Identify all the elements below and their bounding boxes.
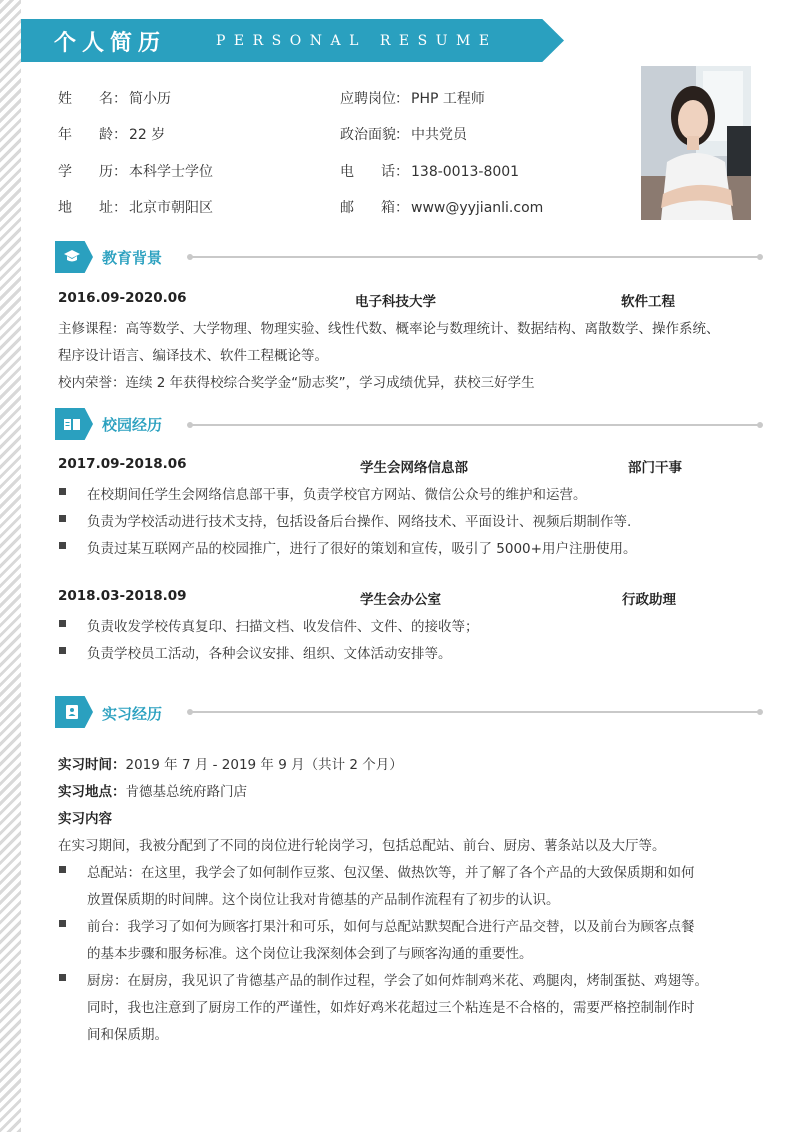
book-icon — [63, 415, 81, 433]
education-courses-line2: 程序设计语言、编译技术、软件工程概论等。 — [58, 348, 328, 364]
campus-job1-item3: 负责过某互联网产品的校园推广，进行了很好的策划和宣传，吸引了 5000+用户注册使用。 — [87, 541, 637, 557]
internship-section-icon — [55, 696, 93, 728]
bullet-marker — [59, 866, 66, 873]
internship-item1-line2: 放置保质期的时间牌。这个岗位让我对肯德基的产品制作流程有了初步的认识。 — [87, 892, 560, 908]
bullet-marker — [59, 647, 66, 654]
bullet-marker — [59, 974, 66, 981]
internship-item3-line2: 同时，我也注意到了厨房工作的严谨性，如炸好鸡米花超过三个粘连是不合格的，需要严格控制制作时 — [87, 1000, 695, 1016]
internship-divider — [190, 711, 760, 713]
campus-job1-period: 2017.09-2018.06 — [58, 456, 187, 472]
badge-icon — [63, 703, 81, 721]
internship-time: 实习时间：2019 年 7 月 - 2019 年 9 月（共计 2 个月） — [58, 757, 403, 773]
campus-job1-role: 部门干事 — [628, 460, 682, 476]
campus-job2-org: 学生会办公室 — [360, 592, 441, 608]
bullet-marker — [59, 920, 66, 927]
decorative-stripe — [0, 0, 21, 1132]
info-position: 应聘岗位： PHP 工程师 — [340, 91, 485, 107]
info-email: 邮箱： www@yyjianli.com — [340, 200, 544, 216]
info-degree: 学历： 本科学士学位 — [58, 164, 213, 180]
internship-item2-line2: 的基本步骤和服务标准。这个岗位让我深刻体会到了与顾客沟通的重要性。 — [87, 946, 533, 962]
bullet-marker — [59, 542, 66, 549]
campus-section-icon — [55, 408, 93, 440]
bullet-marker — [59, 620, 66, 627]
education-divider — [190, 256, 760, 258]
campus-section-title: 校园经历 — [102, 416, 163, 434]
bullet-marker — [59, 515, 66, 522]
education-school: 电子科技大学 — [355, 294, 436, 310]
campus-job2-item2: 负责学校员工活动，各种会议安排、组织、文体活动安排等。 — [87, 646, 452, 662]
internship-item3-line1: 厨房：在厨房，我见识了肯德基产品的制作过程，学会了如何炸制鸡米花、鸡腿肉，烤制蛋挞、鸡翅等。 — [87, 973, 708, 989]
campus-job1-item1: 在校期间任学生会网络信息部干事，负责学校官方网站、微信公众号的维护和运营。 — [87, 487, 587, 503]
page-subtitle: PERSONAL RESUME — [216, 33, 498, 49]
education-period: 2016.09-2020.06 — [58, 290, 187, 306]
education-section-icon — [55, 241, 93, 273]
internship-item1-line1: 总配站：在这里，我学会了如何制作豆浆、包汉堡、做热饮等，并了解了各个产品的大致保质期和如何 — [87, 865, 695, 881]
campus-divider — [190, 424, 760, 426]
campus-job2-role: 行政助理 — [622, 592, 676, 608]
info-address: 地址： 北京市朝阳区 — [58, 200, 213, 216]
education-honors: 校内荣誉：连续 2 年获得校综合奖学金“励志奖”，学习成绩优异，获校三好学生 — [58, 375, 535, 391]
graduation-cap-icon — [63, 248, 81, 266]
education-major: 软件工程 — [621, 294, 675, 310]
info-age: 年龄： 22 岁 — [58, 127, 166, 143]
internship-place: 实习地点：肯德基总统府路门店 — [58, 784, 247, 800]
internship-intro: 在实习期间，我被分配到了不同的岗位进行轮岗学习，包括总配站、前台、厨房、薯条站以及大厅等。 — [58, 838, 666, 854]
internship-item2-line1: 前台：我学习了如何为顾客打果汁和可乐，如何与总配站默契配合进行产品交替，以及前台为顾客点餐 — [87, 919, 695, 935]
page-title: 个人简历 — [54, 31, 167, 56]
profile-photo — [641, 66, 751, 220]
info-name: 姓名： 简小历 — [58, 91, 171, 107]
campus-job2-period: 2018.03-2018.09 — [58, 588, 187, 604]
internship-section-title: 实习经历 — [102, 705, 163, 723]
internship-content-label: 实习内容 — [58, 811, 112, 827]
info-politics: 政治面貌： 中共党员 — [340, 127, 467, 143]
info-phone: 电话： 138-0013-8001 — [340, 164, 520, 180]
campus-job1-org: 学生会网络信息部 — [360, 460, 468, 476]
internship-item3-line3: 间和保质期。 — [87, 1027, 168, 1043]
campus-job1-item2: 负责为学校活动进行技术支持，包括设备后台操作、网络技术、平面设计、视频后期制作等. — [87, 514, 632, 530]
campus-job2-item1: 负责收发学校传真复印、扫描文档、收发信件、文件、的接收等； — [87, 619, 479, 635]
education-section-title: 教育背景 — [102, 249, 163, 267]
bullet-marker — [59, 488, 66, 495]
education-courses-line1: 主修课程：高等数学、大学物理、物理实验、线性代数、概率论与数理统计、数据结构、离散数学、操作系统、 — [58, 321, 720, 337]
